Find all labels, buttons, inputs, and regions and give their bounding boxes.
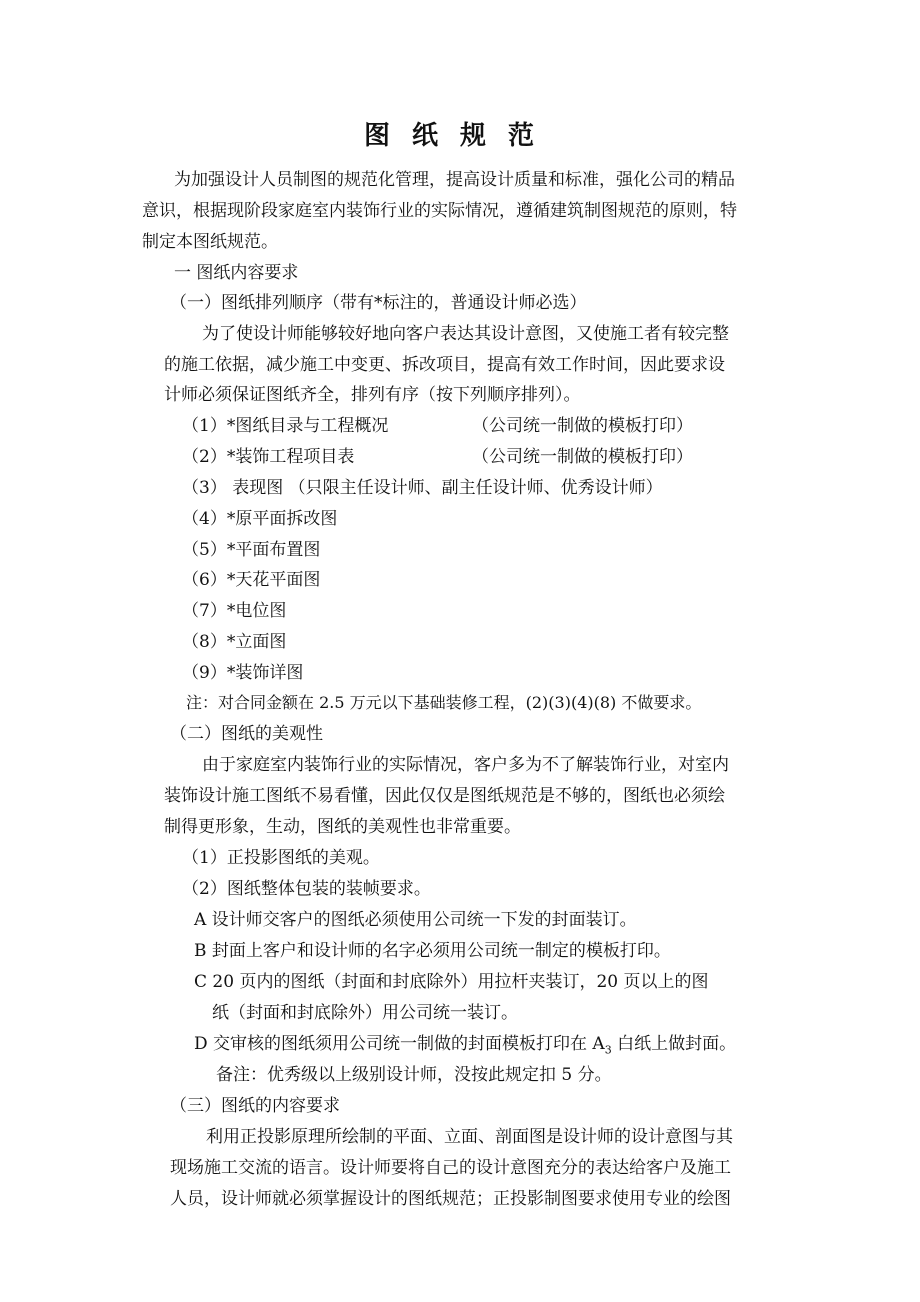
paper-size-subscript: 3 <box>604 1043 612 1057</box>
list-item-label: （5）*平面布置图 <box>182 540 321 560</box>
list-item-label: （7）*电位图 <box>182 601 287 621</box>
requirement-d-text: D 交审核的图纸须用公司统一制做的封面模板打印在 A <box>194 1034 605 1054</box>
page-title: 图纸规范 <box>363 121 556 151</box>
list-item-label: （1）*图纸目录与工程概况 <box>182 416 389 436</box>
list-item-note: （公司统一制做的模板打印） <box>472 447 693 467</box>
requirement-d <box>194 1033 736 1055</box>
list-item <box>182 569 320 591</box>
list-item-label: （8）*立面图 <box>182 632 287 652</box>
paragraph-line: 装饰设计施工图纸不易看懂，因此仅仅是图纸规范是不够的，图纸也必须绘 <box>164 786 725 806</box>
requirement-d-text-end: 白纸上做封面。 <box>611 1034 737 1054</box>
paragraph-line: 的施工依据，减少施工中变更、拆改项目，提高有效工作时间，因此要求设 <box>164 355 725 375</box>
requirement-a: A 设计师交客户的图纸必须使用公司统一下发的封面装订。 <box>194 910 637 930</box>
list-item <box>182 446 693 468</box>
paragraph-line: 制得更形象，生动，图纸的美观性也非常重要。 <box>164 817 521 837</box>
subsection-heading: （二）图纸的美观性 <box>170 724 323 744</box>
list-item-label: （2）*装饰工程项目表 <box>182 447 355 467</box>
list-item-label: （3） 表现图 （只限主任设计师、副主任设计师、优秀设计师） <box>182 478 663 498</box>
list-item <box>182 600 286 622</box>
list-item-label: （6）*天花平面图 <box>182 570 321 590</box>
list-item <box>182 539 320 561</box>
requirement-c-continued: 纸（封面和封底除外）用公司统一装订。 <box>212 1003 518 1023</box>
paragraph-line: 由于家庭室内装饰行业的实际情况，客户多为不了解装饰行业，对室内 <box>202 755 729 775</box>
section-heading: 一 图纸内容要求 <box>174 263 299 283</box>
list-item <box>182 508 337 530</box>
remark: 注：对合同金额在 2.5 万元以下基础装修工程，(2)(3)(4)(8) 不做要求。 <box>186 693 702 712</box>
requirement-b: B 封面上客户和设计师的名字必须用公司统一制定的模板打印。 <box>194 941 671 961</box>
paragraph-line: 为了使设计师能够较好地向客户表达其设计意图，又使施工者有较完整 <box>202 324 729 344</box>
subsection-heading: （三）图纸的内容要求 <box>170 1096 340 1116</box>
list-item <box>182 477 663 499</box>
list-item-note: （公司统一制做的模板打印） <box>472 416 693 436</box>
requirement-c: C 20 页内的图纸（封面和封底除外）用拉杆夹装订，20 页以上的图 <box>194 972 709 992</box>
remark: 备注：优秀级以上级别设计师，没按此规定扣 5 分。 <box>216 1065 612 1085</box>
list-item: （2）图纸整体包装的装帧要求。 <box>182 879 431 899</box>
list-item <box>182 415 693 437</box>
paragraph-line: 计师必须保证图纸齐全，排列有序（按下列顺序排列）。 <box>164 385 581 405</box>
list-item-label: （4）*原平面拆改图 <box>182 509 338 529</box>
subsection-heading: （一）图纸排列顺序（带有*标注的，普通设计师必选） <box>170 293 587 313</box>
list-item: （1）正投影图纸的美观。 <box>182 848 380 868</box>
paragraph-line: 现场施工交流的语言。设计师要将自己的设计意图充分的表达给客户及施工 <box>170 1158 731 1178</box>
list-item <box>182 631 286 653</box>
intro-line: 意识，根据现阶段家庭室内装饰行业的实际情况，遵循建筑制图规范的原则，特 <box>142 201 737 221</box>
list-item-label: （9）*装饰详图 <box>182 663 304 683</box>
paragraph-line: 人员，设计师就必须掌握设计的图纸规范；正投影制图要求使用专业的绘图 <box>170 1189 731 1209</box>
intro-line: 制定本图纸规范。 <box>142 232 278 252</box>
intro-line: 为加强设计人员制图的规范化管理，提高设计质量和标准，强化公司的精品 <box>174 170 735 190</box>
list-item <box>182 662 303 684</box>
paragraph-line: 利用正投影原理所绘制的平面、立面、剖面图是设计师的设计意图与其 <box>206 1127 733 1147</box>
